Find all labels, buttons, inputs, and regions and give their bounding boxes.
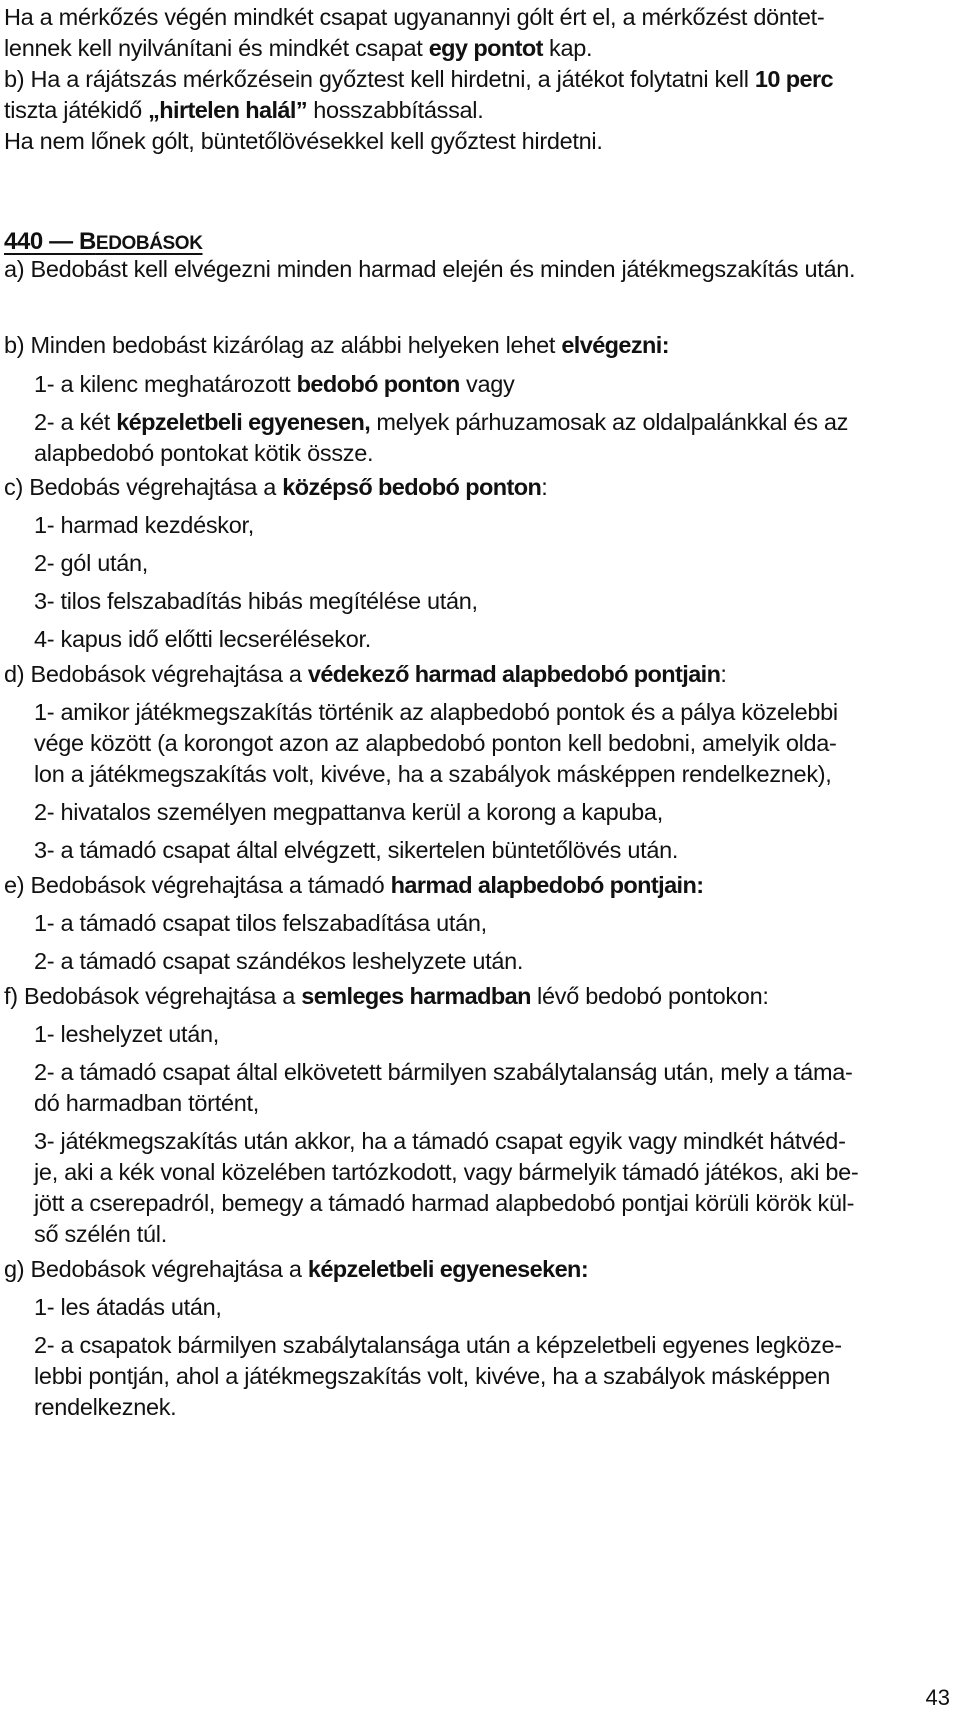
item-b1: 1- a kilenc meghatározott bedobó ponton vagy [34, 371, 515, 397]
item-e1: 1- a támadó csapat tilos felszabadítása után, [34, 910, 487, 936]
item-g2: 2- a csapatok bármilyen szabálytalansága után a képzeletbeli egyenes legköze- [34, 1332, 842, 1358]
item-d: d) Bedobások végrehajtása a védekező harmad alapbedobó pontjain: [4, 661, 727, 687]
item-f3-cont-3: ső szélén túl. [34, 1221, 167, 1247]
item-f2-cont: dó harmadban történt, [34, 1090, 259, 1116]
item-f3: 3- játékmegszakítás után akkor, ha a támadó csapat egyik vagy mindkét hátvéd- [34, 1128, 846, 1154]
item-d1-cont-1: vége között (a korongot azon az alapbedobó ponton kell bedobni, amelyik olda- [34, 730, 837, 756]
item-g2-cont-2: rendelkeznek. [34, 1394, 177, 1420]
intro-line-4: tiszta játékidő „hirtelen halál” hosszabbítással. [4, 97, 484, 123]
intro-line-2: lennek kell nyilvánítani és mindkét csapat egy pontot kap. [4, 35, 593, 61]
item-b: b) Minden bedobást kizárólag az alábbi helyeken lehet elvégezni: [4, 332, 669, 358]
item-a: a) Bedobást kell elvégezni minden harmad elején és minden játékmegszakítás után. [4, 256, 856, 282]
item-f3-cont-2: jött a cserepadról, bemegy a támadó harmad alapbedobó pontjai körüli körök kül- [34, 1190, 855, 1216]
item-f1: 1- leshelyzet után, [34, 1021, 220, 1047]
intro-line-3: b) Ha a rájátszás mérkőzésein győztest kell hirdetni, a játékot folytatni kell 10 perc [4, 66, 833, 92]
item-c: c) Bedobás végrehajtása a középső bedobó ponton: [4, 474, 548, 500]
item-g: g) Bedobások végrehajtása a képzeletbeli egyeneseken: [4, 1256, 589, 1282]
item-d2: 2- hivatalos személyen megpattanva kerül a korong a kapuba, [34, 799, 663, 825]
item-f: f) Bedobások végrehajtása a semleges harmadban lévő bedobó pontokon: [4, 983, 769, 1009]
intro-line-1: Ha a mérkőzés végén mindkét csapat ugyanannyi gólt ért el, a mérkőzést döntet- [4, 4, 825, 30]
item-b2: 2- a két képzeletbeli egyenesen, melyek párhuzamosak az oldalpalánkkal és az [34, 409, 849, 435]
item-c3: 3- tilos felszabadítás hibás megítélése után, [34, 588, 478, 614]
page-number: 43 [925, 1685, 950, 1710]
item-d1: 1- amikor játékmegszakítás történik az alapbedobó pontok és a pálya közelebbi [34, 699, 838, 725]
item-g2-cont-1: lebbi pontján, ahol a játékmegszakítás volt, kivéve, ha a szabályok másképpen [34, 1363, 830, 1389]
item-d1-cont-2: lon a játékmegszakítás volt, kivéve, ha a szabályok másképpen rendelkeznek), [34, 761, 832, 787]
item-b2-cont: alapbedobó pontokat kötik össze. [34, 440, 374, 466]
item-c2: 2- gól után, [34, 550, 148, 576]
intro-line-5: Ha nem lőnek gólt, büntetőlövésekkel kell győztest hirdetni. [4, 128, 603, 154]
item-g1: 1- les átadás után, [34, 1294, 222, 1320]
item-f2: 2- a támadó csapat által elkövetett bármilyen szabálytalanság után, mely a táma- [34, 1059, 853, 1085]
section-heading: 440 — BEDOBÁSOK [4, 228, 203, 255]
item-e2: 2- a támadó csapat szándékos leshelyzete után. [34, 948, 524, 974]
item-c1: 1- harmad kezdéskor, [34, 512, 254, 538]
item-f3-cont-1: je, aki a kék vonal közelében tartózkodott, vagy bármelyik támadó játékos, aki be- [34, 1159, 859, 1185]
item-c4: 4- kapus idő előtti lecserélésekor. [34, 626, 371, 652]
item-d3: 3- a támadó csapat által elvégzett, sikertelen büntetőlövés után. [34, 837, 679, 863]
item-e: e) Bedobások végrehajtása a támadó harmad alapbedobó pontjain: [4, 872, 704, 898]
